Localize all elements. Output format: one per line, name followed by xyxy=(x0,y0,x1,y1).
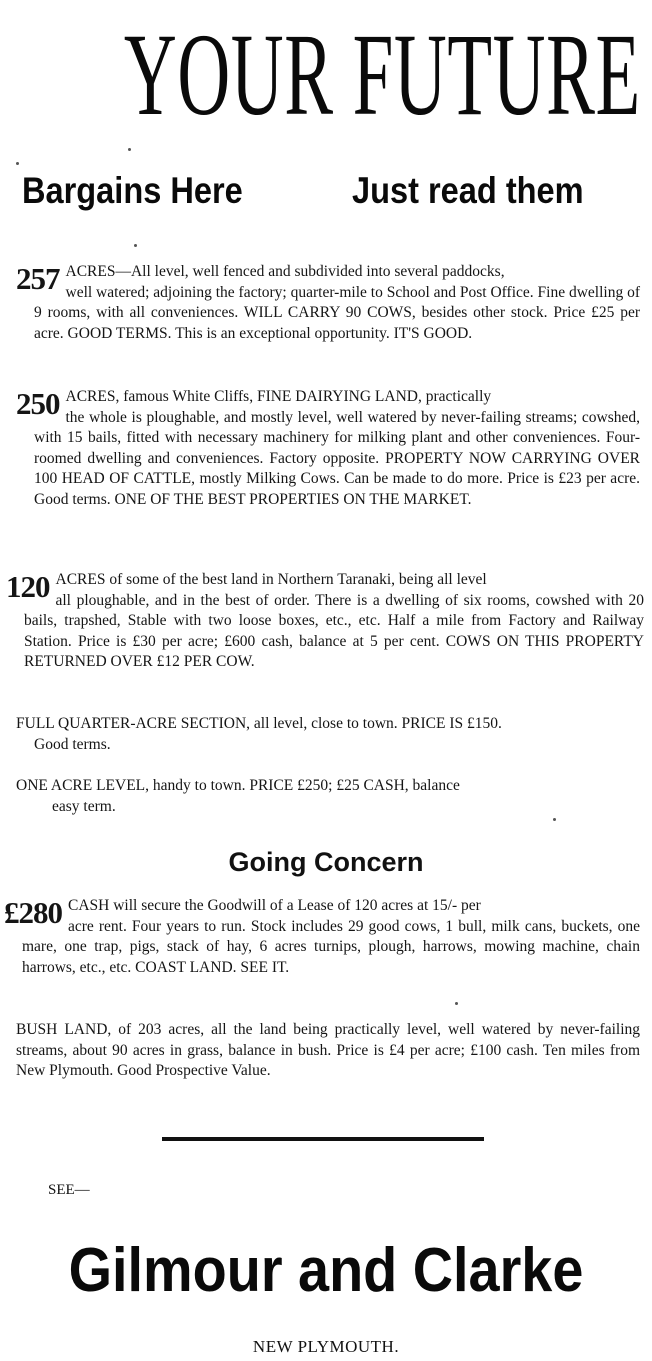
quarter-acre-line: FULL QUARTER-ACRE SECTION, all level, close to town. PRICE IS £150. xyxy=(16,715,502,732)
listing-bush-land xyxy=(16,1020,640,1082)
bush-land-text: BUSH LAND, of 203 acres, all the land being practically level, well watered by never-failing streams, about 90 acres in grass, balance in bush. Price is £4 per acre; £100 cash. Ten miles from New Plymouth. Good Prospective Value. xyxy=(16,1021,640,1079)
listing-number: £280 xyxy=(4,895,62,930)
listing-going-concern xyxy=(4,896,640,978)
print-speck xyxy=(553,818,556,821)
one-acre-terms: easy term. xyxy=(52,797,116,815)
listing-number: 120 xyxy=(6,569,50,604)
listing-quarter-acre xyxy=(16,714,640,755)
see-label: SEE— xyxy=(48,1182,90,1198)
listing-one-acre xyxy=(16,776,640,817)
print-speck xyxy=(455,1002,458,1005)
listing-body: all ploughable, and in the best of order. There is a dwelling of six rooms, cowshed with 20 bails, trapshed, Stable with two loose boxes, etc., etc. Half a mile from Factory and Railway Station. Price is £30 per acre; £600 cash, balance at 5 per cent. COWS ON THIS PROPERTY RETURNED OVER £12 PER COW. xyxy=(24,591,644,670)
firm-name: Gilmour and Clarke xyxy=(68,1236,584,1305)
divider-rule xyxy=(162,1137,484,1141)
listing-body: well watered; adjoining the factory; quarter-mile to School and Post Office. Fine dwelling of 9 rooms, with all conveniences. WILL CARRY 90 COWS, besides other stock. Price £25 per acre. GOOD TERMS. This is an exceptional opportunity. IT'S GOOD. xyxy=(34,283,640,342)
town-name: NEW PLYMOUTH. xyxy=(252,1337,400,1356)
listing-body: the whole is ploughable, and mostly level, well watered by never-failing streams; cowshed, with 15 bails, fitted with necessary machinery for milking plant and other conveniences. Four-roomed dwelling and conveniences. Factory opposite. PROPERTY NOW CARRYING OVER 100 HEAD OF CATTLE, mostly Milking Cows. Can be made to do more. Price is £23 per acre. Good terms. ONE OF THE BEST PROPERTIES ON THE MARKET. xyxy=(34,408,640,508)
going-concern-first-line: CASH will secure the Goodwill of a Lease of 120 acres at 15/- per xyxy=(68,897,481,914)
headline: YOUR FUTURE xyxy=(123,9,641,140)
listing-first-line: ACRES, famous White Cliffs, FINE DAIRYING LAND, practically xyxy=(65,388,492,405)
listing-first-line: ACRES—All level, well fenced and subdivided into several paddocks, xyxy=(65,263,505,280)
listing-120 xyxy=(6,570,644,673)
listing-number: 250 xyxy=(16,386,60,421)
subhead-read-them: Just read them xyxy=(352,170,584,211)
quarter-acre-terms: Good terms. xyxy=(34,735,111,753)
listing-250 xyxy=(16,387,640,510)
subhead-bargains: Bargains Here xyxy=(22,170,243,211)
listing-257 xyxy=(16,262,640,344)
going-concern-body: acre rent. Four years to run. Stock includes 29 good cows, 1 bull, milk cans, buckets, one mare, one trap, pigs, stack of hay, 6 acres turnips, plough, harrows, mowing machine, chain harrows, etc., etc. COAST LAND. SEE IT. xyxy=(22,917,640,976)
print-speck xyxy=(134,244,137,247)
listing-number: 257 xyxy=(16,261,60,296)
section-going-concern: Going Concern xyxy=(228,847,424,877)
print-speck xyxy=(16,162,19,165)
one-acre-line: ONE ACRE LEVEL, handy to town. PRICE £250; £25 CASH, balance xyxy=(16,777,460,794)
listing-first-line: ACRES of some of the best land in Northern Taranaki, being all level xyxy=(55,571,487,588)
print-speck xyxy=(128,148,131,151)
